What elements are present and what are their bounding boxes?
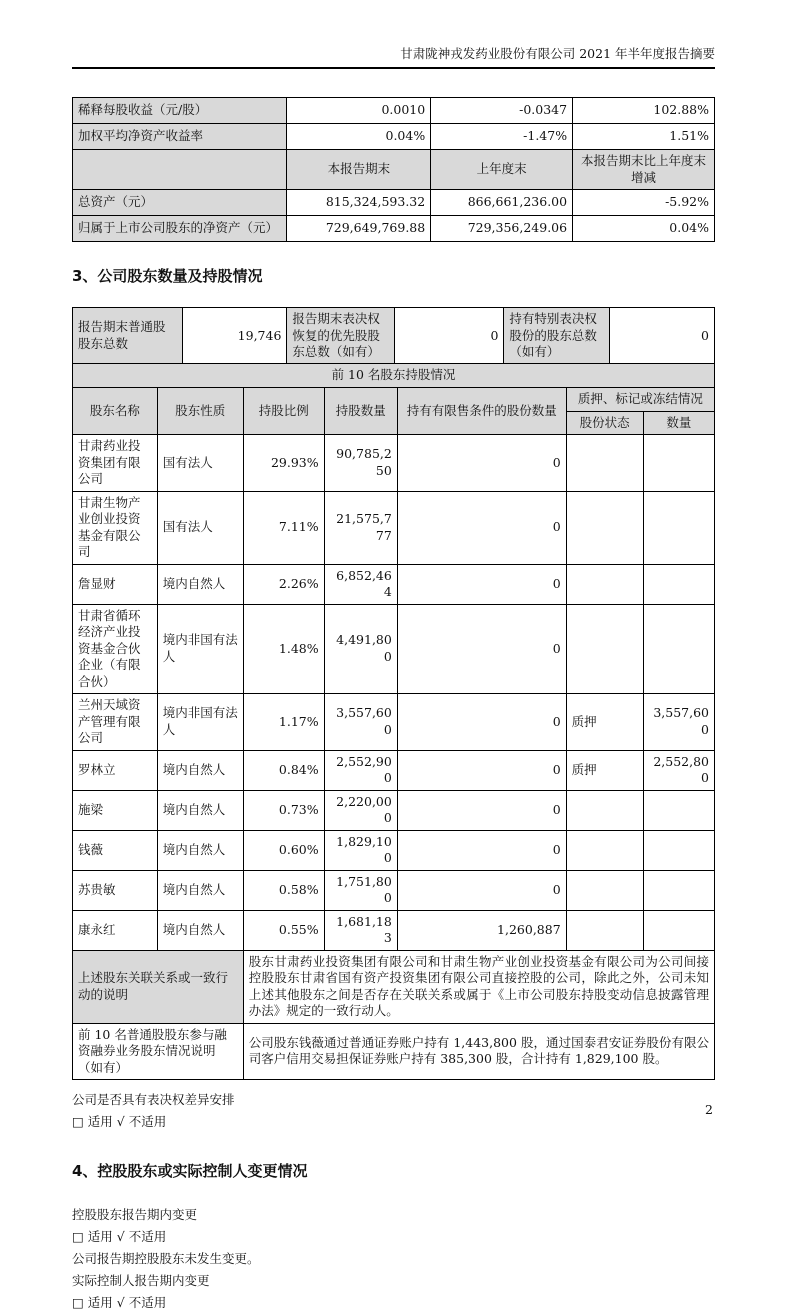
cell-ratio: 0.84% [243, 750, 324, 790]
col-header-shareholder-name: 股东名称 [73, 388, 158, 435]
cell-pledge-status [566, 830, 643, 870]
summary-row [73, 216, 715, 242]
cell-pledge-qty [643, 604, 714, 694]
cell-shareholder-nature: 境内自然人 [157, 830, 243, 870]
col-header-prior: 上年度末 [431, 150, 573, 190]
cell-pledge-qty [643, 830, 714, 870]
col-header-pledge-status: 股份状态 [566, 411, 643, 435]
cell-restricted: 0 [397, 870, 566, 910]
summary-row [73, 98, 715, 124]
shareholder-row [73, 435, 715, 492]
col-header-ratio: 持股比例 [243, 388, 324, 435]
cell-shareholder-nature: 境内自然人 [157, 564, 243, 604]
cell-restricted: 0 [397, 694, 566, 751]
cell-shareholder-nature: 国有法人 [157, 491, 243, 564]
voting-diff-question: 公司是否具有表决权差异安排 [72, 1092, 235, 1107]
cell-ratio: 2.26% [243, 564, 324, 604]
cell-shares: 2,552,900 [324, 750, 397, 790]
applicable-line: □ 适用 √ 不适用 [72, 1295, 167, 1310]
applicable-line: □ 适用 √ 不适用 [72, 1114, 167, 1129]
cell-shareholder-name: 甘肃生物产业创业投资基金有限公司 [73, 491, 158, 564]
col-header-change: 本报告期末比上年度末增减 [573, 150, 715, 190]
cell-restricted: 0 [397, 491, 566, 564]
cell-shares: 2,220,000 [324, 790, 397, 830]
cell-ratio: 29.93% [243, 435, 324, 492]
cell-restricted: 0 [397, 750, 566, 790]
cell-metric-label: 加权平均净资产收益率 [73, 124, 287, 150]
cell-shareholder-nature: 境内自然人 [157, 910, 243, 950]
cell-pledge-status [566, 491, 643, 564]
cell-shareholder-nature: 境内自然人 [157, 870, 243, 910]
summary-row [73, 124, 715, 150]
col-header-current: 本报告期末 [287, 150, 431, 190]
cell-ratio: 7.11% [243, 491, 324, 564]
cell-shares: 6,852,464 [324, 564, 397, 604]
cell-metric-prior: -1.47% [431, 124, 573, 150]
cell-pledge-status: 质押 [566, 750, 643, 790]
shareholder-counts-row [73, 308, 715, 365]
cell-shares: 21,575,777 [324, 491, 397, 564]
cell-metric-prior: 729,356,249.06 [431, 216, 573, 242]
cell-shareholder-name: 康永红 [73, 910, 158, 950]
cell-pledge-status: 质押 [566, 694, 643, 751]
cell-metric-current: 0.0010 [287, 98, 431, 124]
cell-shareholder-nature: 境内自然人 [157, 750, 243, 790]
col-header-pledge-group: 质押、标记或冻结情况 [566, 388, 714, 412]
cell-ratio: 1.17% [243, 694, 324, 751]
cell-metric-change: 102.88% [573, 98, 715, 124]
cell-pledge-status [566, 910, 643, 950]
cell-shareholder-nature: 境内非国有法人 [157, 604, 243, 694]
note-text: 股东甘肃药业投资集团有限公司和甘肃生物产业创业投资基金有限公司为公司间接控股股东甘肃省国有资产投资集团有限公司直接控股的公司，除此之外，公司未知上述其他股东之间是否存在关联关系或属于《上市公司股东持股变动信息披露管理办法》规定的一致行动人。 [243, 950, 714, 1023]
shareholder-row [73, 491, 715, 564]
page-content [0, 46, 793, 1314]
cell-pledge-qty [643, 870, 714, 910]
cell-special-voting-label: 持有特别表决权股份的股东总数（如有） [504, 308, 610, 365]
col-header-shares: 持股数量 [324, 388, 397, 435]
cell-restricted: 1,260,887 [397, 910, 566, 950]
cell-pledge-status [566, 435, 643, 492]
cell-metric-prior: -0.0347 [431, 98, 573, 124]
shareholder-counts-table [72, 307, 715, 365]
cell-ratio: 0.55% [243, 910, 324, 950]
cell-ratio: 0.73% [243, 790, 324, 830]
cell-restricted: 0 [397, 830, 566, 870]
cell-metric-label: 归属于上市公司股东的净资产（元） [73, 216, 287, 242]
note-label: 上述股东关联关系或一致行动的说明 [73, 950, 244, 1023]
shareholder-row [73, 604, 715, 694]
shareholder-row [73, 564, 715, 604]
cell-pledge-status [566, 604, 643, 694]
summary-row [73, 190, 715, 216]
cell-restricted: 0 [397, 790, 566, 830]
cell-metric-label: 总资产（元） [73, 190, 287, 216]
cell-metric-prior: 866,661,236.00 [431, 190, 573, 216]
cell-metric-change: -5.92% [573, 190, 715, 216]
controlling-shareholder-no-change-note: 公司报告期控股股东未发生变更。 [72, 1251, 260, 1266]
cell-restricted: 0 [397, 604, 566, 694]
cell-restricted: 0 [397, 435, 566, 492]
cell-shares: 1,681,183 [324, 910, 397, 950]
cell-pledge-qty [643, 910, 714, 950]
cell-preferred-holders-value: 0 [395, 308, 504, 365]
cell-metric-change: 0.04% [573, 216, 715, 242]
cell-shareholder-name: 罗林立 [73, 750, 158, 790]
top10-header-row-1 [73, 388, 715, 412]
cell-pledge-qty [643, 491, 714, 564]
cell-pledge-status [566, 564, 643, 604]
cell-shares: 1,829,100 [324, 830, 397, 870]
cell-shareholder-nature: 境内自然人 [157, 790, 243, 830]
cell-metric-current: 729,649,769.88 [287, 216, 431, 242]
cell-pledge-qty: 2,552,800 [643, 750, 714, 790]
shareholder-row [73, 790, 715, 830]
actual-controller-change-label: 实际控制人报告期内变更 [72, 1273, 210, 1288]
cell-shares: 90,785,250 [324, 435, 397, 492]
cell-shareholder-name: 施梁 [73, 790, 158, 830]
cell-shareholder-nature: 国有法人 [157, 435, 243, 492]
applicable-line: □ 适用 √ 不适用 [72, 1229, 167, 1244]
page-number: 2 [705, 1102, 713, 1117]
shareholder-row [73, 870, 715, 910]
top10-title: 前 10 名股东持股情况 [73, 364, 715, 388]
cell-common-holders-label: 报告期末普通股股东总数 [73, 308, 183, 365]
top10-title-row [73, 364, 715, 388]
note-label: 前 10 名普通股股东参与融资融券业务股东情况说明（如有） [73, 1023, 244, 1080]
col-header-restricted: 持有有限售条件的股份数量 [397, 388, 566, 435]
shareholder-row [73, 830, 715, 870]
cell-shareholder-nature: 境内非国有法人 [157, 694, 243, 751]
cell-pledge-qty [643, 564, 714, 604]
col-header-pledge-qty: 数量 [643, 411, 714, 435]
cell-metric-change: 1.51% [573, 124, 715, 150]
cell-pledge-status [566, 870, 643, 910]
shareholder-row [73, 694, 715, 751]
section-4-title: 4、控股股东或实际控制人变更情况 [72, 1162, 308, 1180]
shareholder-row [73, 910, 715, 950]
cell-shares: 3,557,600 [324, 694, 397, 751]
note-row-relationships [73, 950, 715, 1023]
cell-shares: 4,491,800 [324, 604, 397, 694]
cell-shares: 1,751,800 [324, 870, 397, 910]
summary-table [72, 97, 715, 242]
cell-shareholder-name: 甘肃药业投资集团有限公司 [73, 435, 158, 492]
cell-pledge-status [566, 790, 643, 830]
cell-preferred-holders-label: 报告期末表决权恢复的优先股股东总数（如有） [287, 308, 395, 365]
cell-restricted: 0 [397, 564, 566, 604]
note-text: 公司股东钱薇通过普通证券账户持有 1,443,800 股，通过国泰君安证券股份有限公司客户信用交易担保证券账户持有 385,300 股，合计持有 1,829,100 股。 [243, 1023, 714, 1080]
cell-ratio: 1.48% [243, 604, 324, 694]
cell-ratio: 0.58% [243, 870, 324, 910]
cell-pledge-qty [643, 790, 714, 830]
cell-special-voting-value: 0 [610, 308, 715, 365]
running-header: 甘肃陇神戎发药业股份有限公司 2021 年半年度报告摘要 [72, 46, 715, 69]
cell-empty-header [73, 150, 287, 190]
top10-shareholders-table [72, 363, 715, 1080]
shareholder-row [73, 750, 715, 790]
cell-ratio: 0.60% [243, 830, 324, 870]
note-row-margin-trading [73, 1023, 715, 1080]
cell-shareholder-name: 钱薇 [73, 830, 158, 870]
cell-metric-label: 稀释每股收益（元/股） [73, 98, 287, 124]
cell-shareholder-name: 甘肃省循环经济产业投资基金合伙企业（有限合伙） [73, 604, 158, 694]
cell-shareholder-name: 詹显财 [73, 564, 158, 604]
section-3-title: 3、公司股东数量及持股情况 [72, 267, 263, 285]
controlling-shareholder-change-label: 控股股东报告期内变更 [72, 1207, 198, 1222]
summary-header-row [73, 150, 715, 190]
cell-pledge-qty [643, 435, 714, 492]
cell-pledge-qty: 3,557,600 [643, 694, 714, 751]
cell-metric-current: 815,324,593.32 [287, 190, 431, 216]
cell-shareholder-name: 苏贵敏 [73, 870, 158, 910]
col-header-shareholder-nature: 股东性质 [157, 388, 243, 435]
cell-metric-current: 0.04% [287, 124, 431, 150]
cell-shareholder-name: 兰州天域资产管理有限公司 [73, 694, 158, 751]
cell-common-holders-value: 19,746 [182, 308, 287, 365]
